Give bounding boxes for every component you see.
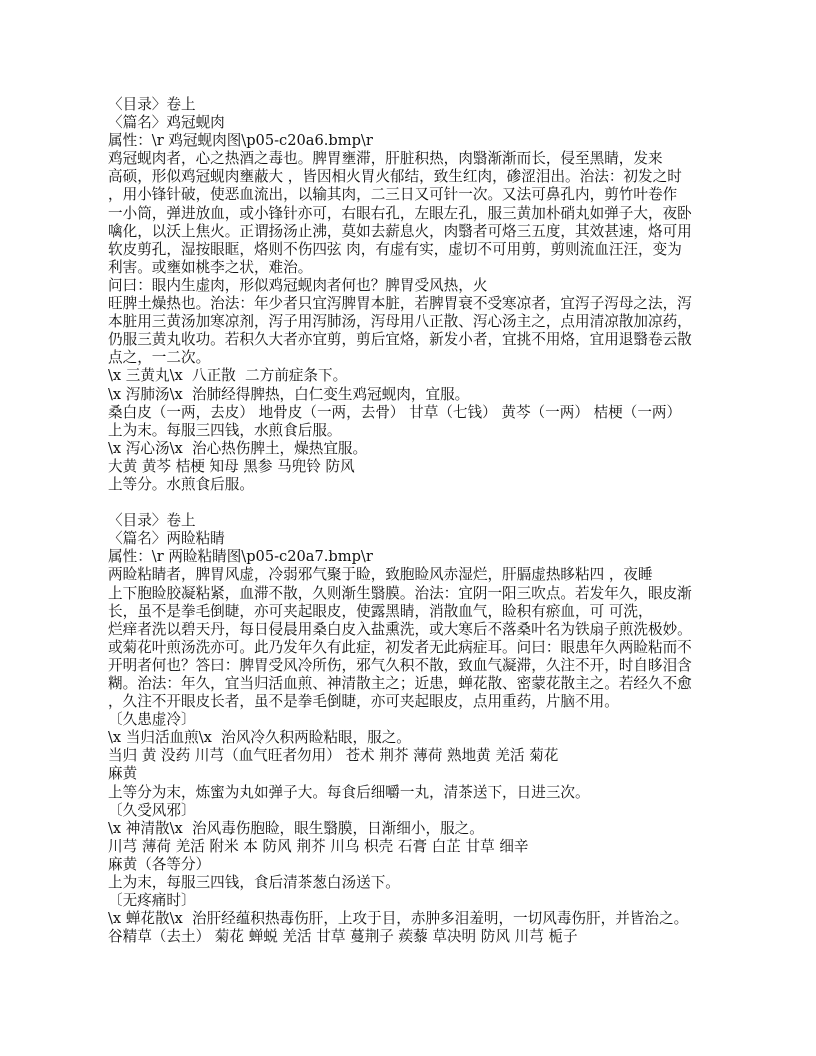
text-line: ，久注不开眼皮长者，虽不是拳毛倒睫，亦可夹起眼皮，点用重药，片脑不用。 bbox=[108, 693, 619, 711]
text-line: \x 三黄丸\x 八正散 二方前症条下。 bbox=[108, 367, 348, 385]
text-line: 软皮剪孔，湿按眼眶，烙则不伤四弦 肉，有虚有实，虚切不可用剪，剪则流血汪汪，变为 bbox=[108, 240, 682, 258]
text-line: \x 神清散\x 治风毒伤胞睑，眼生翳膜，日渐细小，服之。 bbox=[108, 819, 484, 837]
text-line: 鸡冠蚬肉者，心之热酒之毒也。脾胃壅滞，肝脏积热，肉翳渐渐而长，侵至黑睛，发来 bbox=[108, 150, 663, 168]
text-line: 属性：\r 鸡冠蚬肉图\p05-c20a6.bmp\r bbox=[108, 132, 373, 150]
text-line: 一小筒，弹进放血，或小锋针亦可，右眼右孔，左眼左孔，服三黄加朴硝丸如弹子大，夜卧 bbox=[108, 204, 692, 222]
text-line: 〔久受风邪〕 bbox=[108, 801, 196, 819]
text-line: 高硕，形似鸡冠蚬肉壅蔽大 ，皆因相火胃火郁结，致生红肉，碜涩泪出。治法：初发之时 bbox=[108, 168, 682, 186]
text-line: 噙化，以沃上焦火。正谓扬汤止沸，莫如去薪息火，肉翳者可烙三五度，其效甚速，烙可用 bbox=[108, 222, 692, 240]
text-line: 本脏用三黄汤加寒凉剂，泻子用泻肺汤，泻母用八正散、泻心汤主之，点用清凉散加凉药， bbox=[108, 313, 692, 331]
text-line: 上为末，每服三四钱，食后清茶葱白汤送下。 bbox=[108, 874, 400, 892]
text-line: 当归 黄 没药 川芎（血气旺者勿用） 苍术 荆芥 薄荷 熟地黄 羌活 菊花 bbox=[108, 747, 559, 765]
text-line: 〈目录〉卷上 bbox=[108, 96, 196, 113]
section-liang-jian-zhan-jing bbox=[108, 512, 728, 946]
blank-line bbox=[108, 494, 728, 512]
text-line: 〔久患虚冷〕 bbox=[108, 711, 196, 729]
text-line: 开明者何也？答曰：脾胃受风冷所伤，邪气久积不散，致血气凝滞，久注不开，时自眵泪含 bbox=[108, 656, 692, 674]
text-line: \x 泻肺汤\x 治肺经得脾热，白仁变生鸡冠蚬肉，宜服。 bbox=[108, 385, 470, 403]
text-line: 〈篇名〉两睑粘睛 bbox=[108, 530, 225, 548]
text-line: 上等分。水煎食后服。 bbox=[108, 475, 254, 493]
text-line: 旺脾土燥热也。治法：年少者只宜泻脾胃本脏，若脾胃衰不受寒凉者，宜泻子泻母之法，泻 bbox=[108, 295, 692, 313]
text-line: 〔无疼痛时〕 bbox=[108, 892, 196, 910]
document-page bbox=[108, 96, 728, 946]
section-ji-guan-xian-rou bbox=[108, 96, 728, 494]
text-line: ，用小锋针破，使恶血流出，以输其肉，二三日又可针一次。又法可鼻孔内，剪竹叶卷作 bbox=[108, 186, 678, 204]
text-line: 两睑粘睛者，脾胃风虚，冷弱邪气聚于睑，致胞睑风赤湿烂，肝膈虚热眵粘四 ，夜睡 bbox=[108, 566, 653, 584]
text-line: 桑白皮（一两，去皮） 地骨皮（一两，去骨） 甘草（七钱） 黄芩（一两） 桔梗（一两） bbox=[108, 403, 682, 421]
text-line: 问曰：眼内生虚肉，形似鸡冠蚬肉者何也？脾胃受风热，火 bbox=[108, 276, 488, 294]
text-line: 上为末。每服三四钱，水煎食后服。 bbox=[108, 421, 342, 439]
text-line: 〈目录〉卷上 bbox=[108, 512, 196, 530]
text-line: 麻黄 bbox=[108, 765, 138, 783]
text-line: 点之，一二次。 bbox=[108, 349, 211, 367]
text-line: 大黄 黄芩 桔梗 知母 黑参 马兜铃 防风 bbox=[108, 457, 355, 475]
text-line: 谷精草（去土） 菊花 蝉蜕 羌活 甘草 蔓荆子 蒺藜 草决明 防风 川芎 栀子 bbox=[108, 928, 578, 946]
text-line: 或菊花叶煎汤洗亦可。此乃发年久有此症，初发者无此病症耳。问曰：眼患年久两睑粘而不 bbox=[108, 638, 692, 656]
text-line: 上下胞睑胶凝粘紧，血滞不散，久则渐生翳膜。治法：宜阴一阳三吹点。若发年久，眼皮渐 bbox=[108, 584, 692, 602]
text-line: 糊。治法：年久，宜当归活血煎、神清散主之；近患，蝉花散、密蒙花散主之。若经久不愈 bbox=[108, 675, 692, 692]
text-line: \x 泻心汤\x 治心热伤脾土，燥热宜服。 bbox=[108, 439, 368, 457]
text-line: 〈篇名〉鸡冠蚬肉 bbox=[108, 114, 225, 132]
text-line: 上等分为末，炼蜜为丸如弹子大。每食后细嚼一丸，清茶送下，日进三次。 bbox=[108, 783, 590, 801]
text-line: 长，虽不是拳毛倒睫，亦可夹起眼皮，使露黑睛，消散血气，睑积有瘀血，可 可洗， bbox=[108, 602, 653, 620]
text-line: 烂痒者洗以碧天丹，每日侵晨用桑白皮入盐熏洗，或大寒后不落桑叶名为铁扇子煎洗极妙。 bbox=[108, 620, 692, 638]
text-line: \x 蝉花散\x 治肝经蕴积热毒伤肝，上攻于目，赤肿多泪羞明，一切风毒伤肝，并皆治之。 bbox=[108, 910, 689, 928]
text-line: 仍服三黄丸收功。若积久大者亦宜剪，剪后宜烙，新发小者，宜挑不用烙，宜用退翳卷云散 bbox=[108, 331, 692, 349]
text-line: 麻黄（各等分） bbox=[108, 855, 211, 873]
text-line: 属性：\r 两睑粘睛图\p05-c20a7.bmp\r bbox=[108, 548, 373, 566]
text-line: \x 当归活血煎\x 治风冷久积两睑粘眼，服之。 bbox=[108, 729, 411, 747]
text-line: 利害。或壅如桃李之状，难治。 bbox=[108, 258, 313, 276]
text-line: 川芎 薄荷 羌活 附米 本 防风 荆芥 川乌 枳壳 石膏 白芷 甘草 细辛 bbox=[108, 837, 529, 855]
